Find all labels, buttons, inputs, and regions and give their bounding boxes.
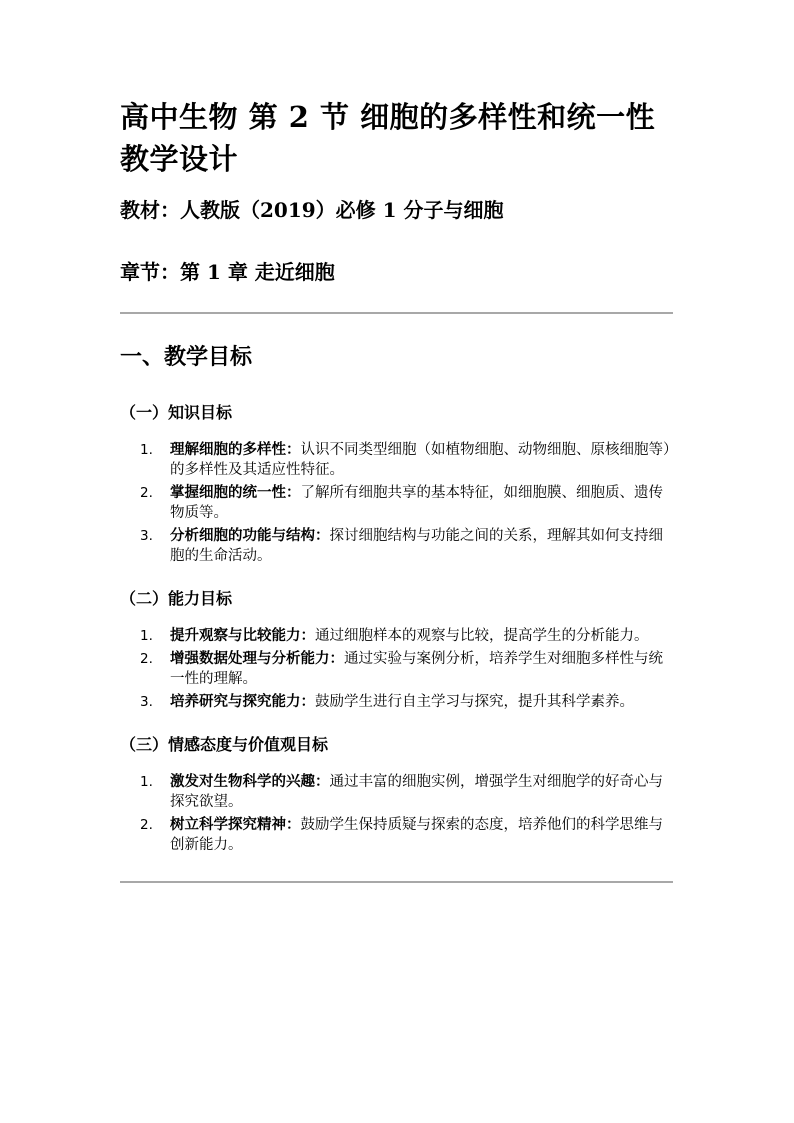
list-item-text: 通过实验与案例分析，培养学生对细胞多样性与统一性的理解。 <box>170 651 663 687</box>
goal-group-affect <box>120 734 674 855</box>
subheading-affect-goals: （三）情感态度与价值观目标 <box>120 735 329 754</box>
list-item-text: 通过细胞样本的观察与比较，提高学生的分析能力。 <box>315 628 649 644</box>
list-item-number: 2. <box>140 485 153 501</box>
list-item-number: 1. <box>140 774 153 790</box>
list-item-text: 了解所有细胞共享的基本特征，如细胞膜、细胞质、遗传物质等。 <box>170 485 663 521</box>
list-item-number: 2. <box>140 651 153 667</box>
list-item-label: 理解细胞的多样性： <box>170 441 301 458</box>
list-item-text: 认识不同类型细胞（如植物细胞、动物细胞、原核细胞等）的多样性及其适应性特征。 <box>170 442 671 478</box>
textbook-line: 教材：人教版（2019）必修 1 分子与细胞 <box>120 198 504 222</box>
ability-goal-list <box>120 626 674 712</box>
subheading-ability-goals: （二）能力目标 <box>120 589 233 608</box>
list-item <box>120 692 674 712</box>
list-item <box>120 440 674 480</box>
divider-top <box>120 312 673 314</box>
subheading-knowledge-goals: （一）知识目标 <box>120 403 233 422</box>
list-item-label: 树立科学探究精神： <box>170 816 301 833</box>
list-item <box>120 526 674 566</box>
list-item-number: 2. <box>140 817 153 833</box>
document-title: 高中生物 第 2 节 细胞的多样性和统一性 教学设计 <box>120 100 656 176</box>
list-item-number: 3. <box>140 694 153 710</box>
list-item-label: 激发对生物科学的兴趣： <box>170 773 330 790</box>
list-item-number: 3. <box>140 528 153 544</box>
list-item-text: 鼓励学生进行自主学习与探究，提升其科学素养。 <box>315 694 634 710</box>
list-item-text: 鼓励学生保持质疑与探索的态度，培养他们的科学思维与创新能力。 <box>170 817 663 853</box>
list-item-label: 增强数据处理与分析能力： <box>170 650 344 667</box>
list-item-text: 通过丰富的细胞实例，增强学生对细胞学的好奇心与探究欲望。 <box>170 774 663 810</box>
list-item <box>120 815 674 855</box>
list-item-label: 掌握细胞的统一性： <box>170 484 301 501</box>
affect-goal-list <box>120 772 674 855</box>
list-item-number: 1. <box>140 628 153 644</box>
section-heading-teaching-goals: 一、教学目标 <box>120 344 253 370</box>
list-item <box>120 483 674 523</box>
chapter-line: 章节：第 1 章 走近细胞 <box>120 260 335 284</box>
goal-group-ability <box>120 588 674 712</box>
list-item-number: 1. <box>140 442 153 458</box>
list-item-text: 探讨细胞结构与功能之间的关系，理解其如何支持细胞的生命活动。 <box>170 528 663 564</box>
knowledge-goal-list <box>120 440 674 566</box>
list-item <box>120 772 674 812</box>
divider-bottom <box>120 881 673 883</box>
list-item-label: 分析细胞的功能与结构： <box>170 527 330 544</box>
list-item <box>120 649 674 689</box>
list-item <box>120 626 674 646</box>
list-item-label: 培养研究与探究能力： <box>170 693 315 710</box>
list-item-label: 提升观察与比较能力： <box>170 627 315 644</box>
goal-group-knowledge <box>120 402 674 566</box>
